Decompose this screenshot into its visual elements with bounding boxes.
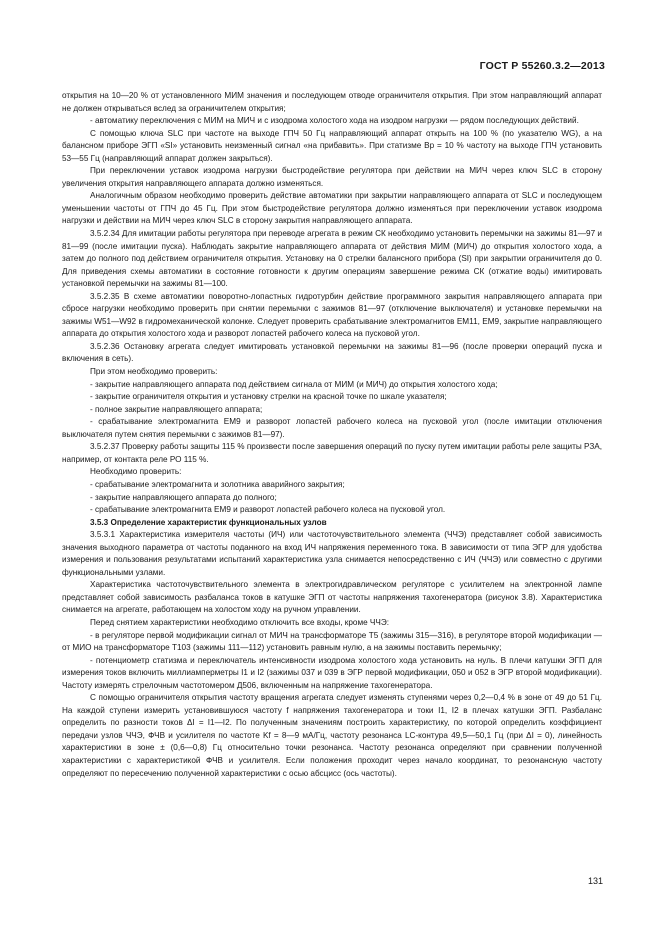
paragraph: Аналогичным образом необходимо проверить действие автоматики при закрытии направляющего аппарата от SLC и последующем уменьшении частоты от ГПЧ до 45 Гц. При этом быстродействие регулятора должно изменяться при переключении уставок изодрома нагрузки и действии на МИЧ через ключ SLC в сторону закрытия направляющего аппарата. <box>62 191 602 226</box>
list-item: - закрытие направляющего аппарата под действием сигнала от МИМ (и МИЧ) до открытия холостого хода; <box>90 379 498 389</box>
list-item: - срабатывание электромагнита ЕМ9 и разворот лопастей рабочего колеса на пусковой угол (после имитации отключения выключателя путем снятия перемычки с зажимов 81—97). <box>62 417 602 439</box>
list-item: - полное закрытие направляющего аппарата; <box>90 404 263 414</box>
list-item: - закрытие направляющего аппарата до полного; <box>90 492 277 502</box>
document-body <box>62 90 602 780</box>
clause-3-5-2-37: 3.5.2.37 Проверку работы защиты 115 % произвести после завершения операций по пуску путем имитации работы реле защиты РЗА, например, от контакта реле РО 115 %. <box>62 442 602 464</box>
page-number: 131 <box>587 876 603 886</box>
standard-header: ГОСТ Р 55260.3.2—2013 <box>479 60 605 72</box>
clause-3-5-3-1: 3.5.3.1 Характеристика измерителя частоты (ИЧ) или частоточувствительного элемента (ЧЧЭ) представляет собой зависимость значения выходного параметра от частоты поданного на вход ИЧ напряжения переменного тока. В зависимости от типа ЭГР для удобства измерения и пользования результатами испытаний характеристика узла снимается непосредственно с ИЧ (ЧЧЭ) или совместно с другими функциональными узлами. <box>62 530 602 577</box>
list-item: - срабатывание электромагнита ЕМ9 и разворот лопастей рабочего колеса на пусковой угол. <box>90 505 446 515</box>
paragraph: При переключении уставок изодрома нагрузки быстродействие регулятора при действии на МИЧ через ключ SLC в сторону увеличения открытия направляющего аппарата должно изменяться. <box>62 166 602 188</box>
paragraph: Перед снятием характеристики необходимо отключить все входы, кроме ЧЧЭ: <box>90 617 389 627</box>
paragraph: Характеристика частоточувствительного элемента в электрогидравлическом регуляторе с усилителем на электронной лампе представляет собой зависимость разбаланса токов в катушке ЭГП от частоты напряжения тахогенератора (рисунок 3.8). Характеристика снимается на агрегате, работающем на холостом ходу на ручном управлении. <box>62 580 602 615</box>
list-item: - закрытие ограничителя открытия и установку стрелки на красной точке по шкале указателя; <box>90 392 447 402</box>
section-heading: 3.5.3 Определение характеристик функциональных узлов <box>90 517 327 527</box>
paragraph: С помощью ключа SLC при частоте на выходе ГПЧ 50 Гц направляющий аппарат открыть на 100 % (по указателю WG), а на балансном приборе ЭГП «SI» установить неизменный сигнал «на прибавить». При статизме Bр = 10 % частоту на выходе ГПЧ установить 53—55 Гц (направляющий аппарат должен закрыться). <box>62 128 602 163</box>
paragraph: открытия на 10—20 % от установленного МИМ значения и последующем отводе ограничителя открытия. При этом направляющий аппарат не должен открываться вслед за ограничителем открытия; <box>62 91 602 113</box>
paragraph: При этом необходимо проверить: <box>90 367 218 377</box>
paragraph: С помощью ограничителя открытия частоту вращения агрегата следует изменять ступенями через 0,2—0,4 % в зоне от 49 до 51 Гц. На каждой ступени измерить установившуюся частоту f напряжения тахогенератора и токи I1, I2 в плечах катушки ЭГП. Разбаланс определить по разности токов ΔI = I1—I2. По полученным значениям построить характеристику, по которой определить коэффициент передачи узлов ЧЧЭ, ФЧВ и усилителя по частоте Kf = 8—9 мА/Гц, частоту резонанса LC-контура 49,5—50,1 Гц (при ΔI = 0), линейность характеристики в зоне ± (0,6—0,8) Гц относительно точки резонанса. Частоту резонанса определяют при сравнении полученной характеристики с характеристикой ФЧВ и усилителя. Если положения проходит через начало координат, то резонансную частоту определяют по пересечению полученной характеристики с осью абсцисс (ось частоты). <box>62 693 602 778</box>
clause-3-5-2-36: 3.5.2.36 Остановку агрегата следует имитировать установкой перемычки на зажимы 81—96 (после проверки операций пуска и включения в сеть). <box>62 341 602 364</box>
list-item: - в регуляторе первой модификации сигнал от МИЧ на трансформаторе Т5 (зажимы 315—316), в регуляторе второй модификации — от МИО на трансформаторе Т103 (зажимы 111—112) установить равным нулю, а на зажимы поставить перемычку; <box>62 630 602 653</box>
clause-3-5-2-34: 3.5.2.34 Для имитации работы регулятора при переводе агрегата в режим СК необходимо установить перемычки на зажимы 81—97 и 81—99 (после имитации пуска). Наблюдать закрытие направляющего аппарата от действия МИМ (МИЧ) до открытия холостого хода, а затем до полного под действием ограничителя открытия. Установку на 0 стрелки балансного прибора (SI) при закрытии ограничителя до 0. Для приведения схемы автоматики в состояние готовности к другим операциям завершение режима СК (отжатие воды) имитировать установкой перемычки на зажимы 81—100. <box>62 229 602 289</box>
paragraph: Необходимо проверить: <box>90 467 182 477</box>
list-item: - срабатывание электромагнита и золотника аварийного закрытия; <box>90 479 345 489</box>
clause-3-5-2-35: 3.5.2.35 В схеме автоматики поворотно-лопастных гидротурбин действие программного закрытия направляющего аппарата при сбросе нагрузки необходимо проверить при снятии перемычки с зажимов 81—97 (отключение выключателя) и установке перемычки на зажимы W51—W92 в гидромеханической колонке. Следует проверить срабатывание электромагнитов ЕМ11, ЕМ9, закрытие направляющего аппарата до открытия холостого хода и разворот лопастей рабочего колеса на пусковой угол. <box>62 291 602 339</box>
list-item: - потенциометр статизма и переключатель интенсивности изодрома холостого хода установить на нуль. В плечи катушки ЭГП для измерения токов включить миллиамперметры I1 и I2 (зажимы 037 и 039 в ЭГР первой модификации, 050 и 052 в ЭГР второй модификации). Частоту измерять стрелочным частотомером Д506, включенным на напряжение тахогенератора. <box>62 655 602 690</box>
list-item: - автоматику переключения с МИМ на МИЧ и с изодрома холостого хода на изодром нагрузки — рядом последующих действий. <box>90 116 579 126</box>
